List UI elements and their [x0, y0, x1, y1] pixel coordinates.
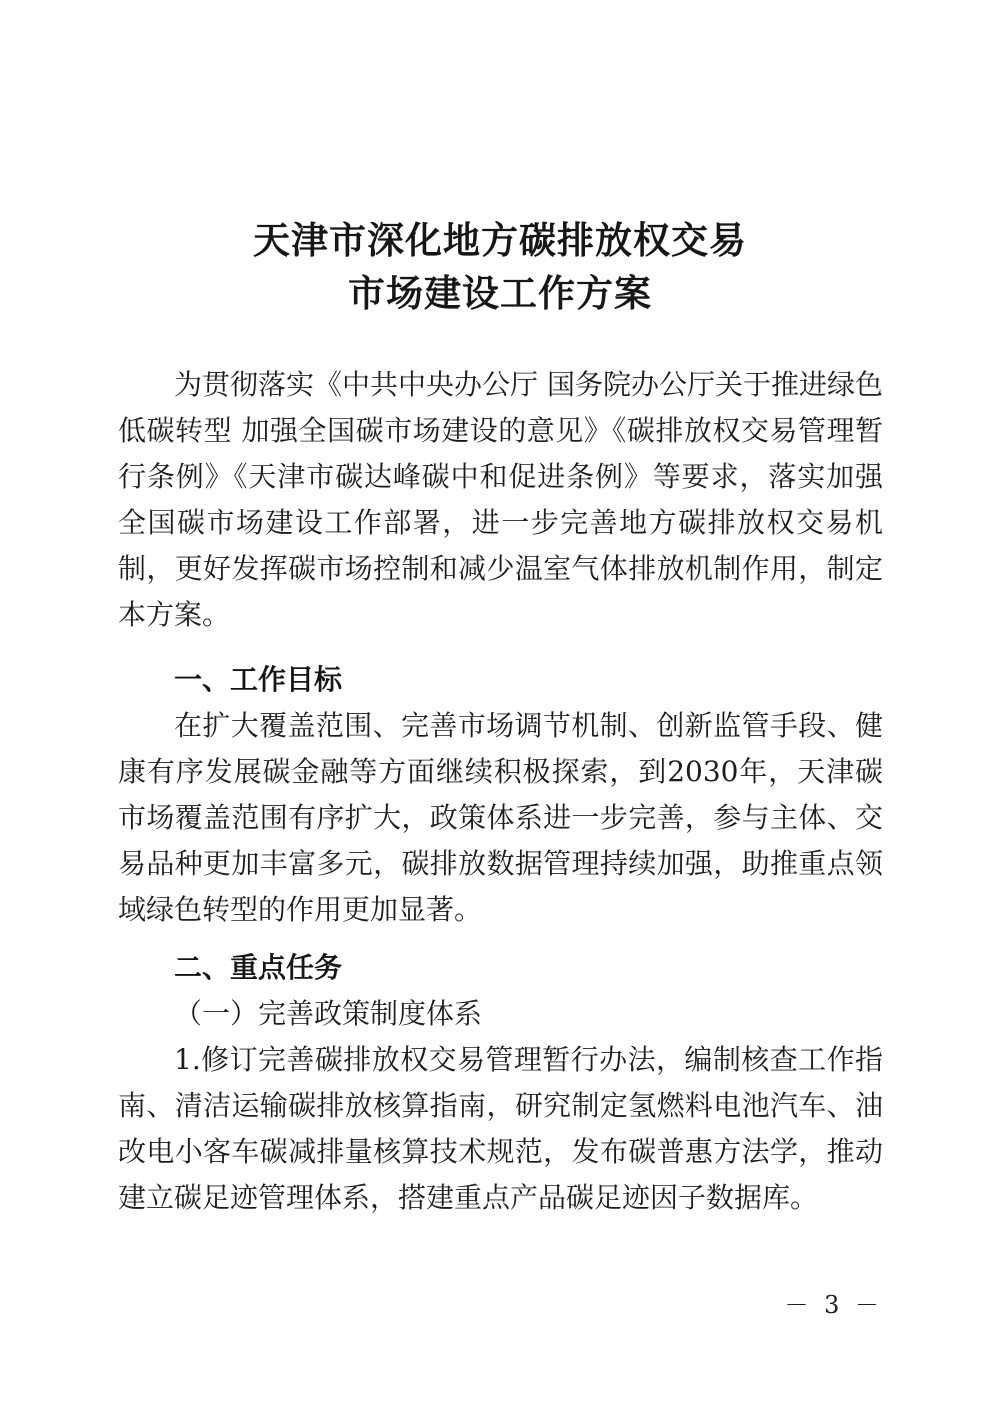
section-heading-work-goals: 一、工作目标 — [174, 663, 343, 696]
document-title-line-2: 市场建设工作方案 — [348, 272, 652, 315]
section-heading-key-tasks: 二、重点任务 — [174, 951, 343, 984]
document-title-line-1: 天津市深化地方碳排放权交易 — [253, 219, 747, 262]
subsection-heading-policy-system: （一）完善政策制度体系 — [174, 997, 483, 1030]
work-goals-paragraph: 在扩大覆盖范围、完善市场调节机制、创新监管手段、健康有序发展碳金融等方面继续积极探索，到2030年，天津碳市场覆盖范围有序扩大，政策体系进一步完善，参与主体、交易品种更加丰富多元，碳排放数据管理持续加强，助推重点领域绿色转型的作用更加显著。 — [118, 709, 883, 926]
task-item-1-paragraph: 1.修订完善碳排放权交易管理暂行办法，编制核查工作指南、清洁运输碳排放核算指南，研究制定氢燃料电池汽车、油改电小客车碳减排量核算技术规范，发布碳普惠方法学，推动建立碳足迹管理体系，搭建重点产品碳足迹因子数据库。 — [118, 1043, 883, 1214]
page-number: － 3 － — [784, 1291, 883, 1319]
intro-paragraph: 为贯彻落实《中共中央办公厅 国务院办公厅关于推进绿色低碳转型 加强全国碳市场建设的意见》《碳排放权交易管理暂行条例》《天津市碳达峰碳中和促进条例》等要求，落实加强全国碳市场建设工作部署，进一步完善地方碳排放权交易机制，更好发挥碳市场控制和减少温室气体排放机制作用，制定本方案。 — [118, 368, 883, 631]
